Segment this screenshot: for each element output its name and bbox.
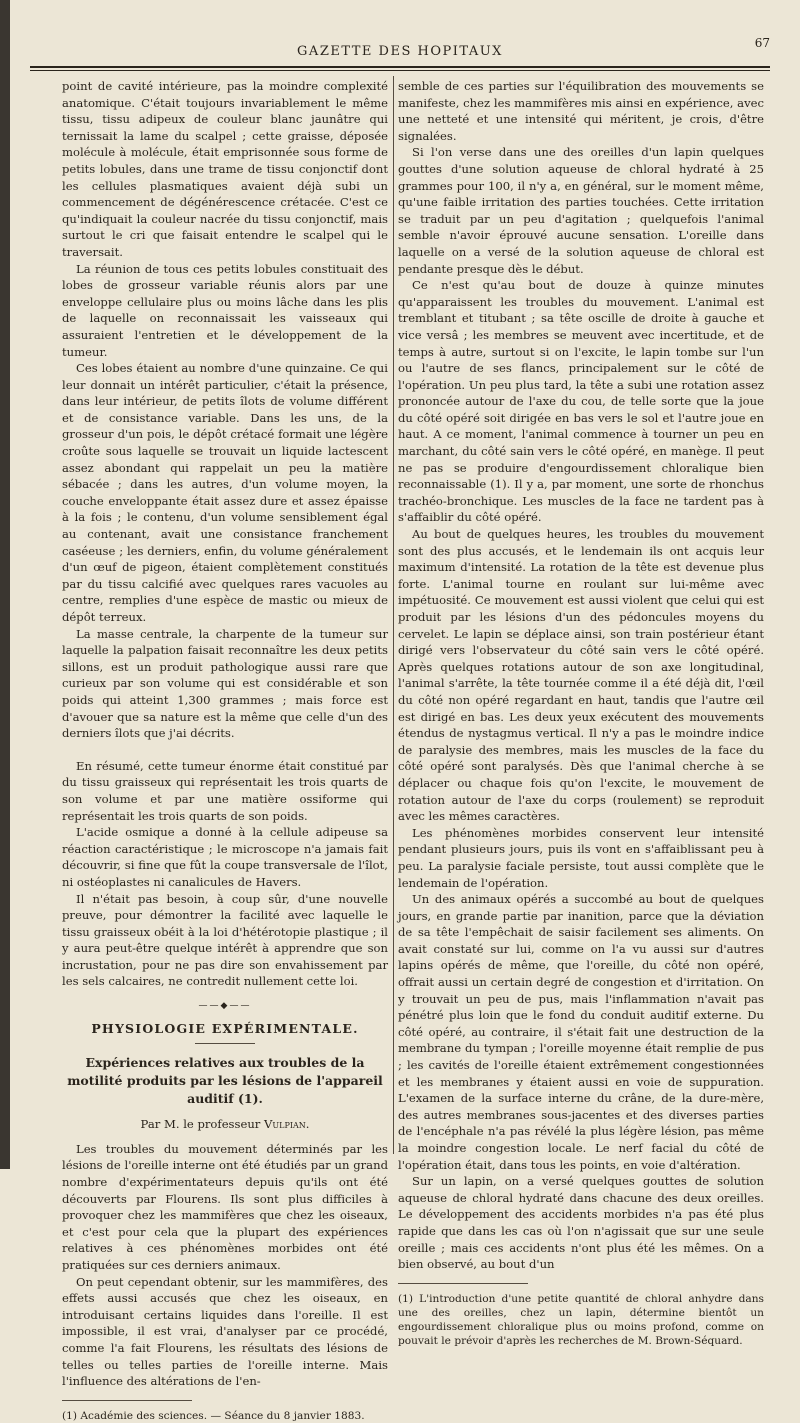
left-column xyxy=(62,78,388,1422)
paragraph: La masse centrale, la charpente de la tumeur sur laquelle la palpation faisait reconnaître les deux petits sillons, est un produit pathologique aussi rare que curieux par son volume qui est considérable et son poids qui atteint 1,300 grammes ; mais force est d'avouer que sa nature est la même que celle d'un des derniers îlots que j'ai décrits. xyxy=(62,626,388,741)
byline-prefix: Par M. le professeur xyxy=(140,1117,261,1132)
paragraph: point de cavité intérieure, pas la moindre complexité anatomique. C'était toujours invariablement le même tissu, tissu adipeux de couleur blanc jaunâtre qui ternissait la lame du scalpel ; cette graisse, déposée molécule à molécule, était emprisonnée sous forme de petits lobules, dans une trame de tissu conjonctif dont les cellules plasmatiques avaient déjà subi un commencement de dégénérescence crétacée. C'est ce qu'indiquait la couleur nacrée du tissu conjonctif, mais surtout le cri que faisait entendre le scalpel qui le traversait. xyxy=(62,79,388,259)
section-ornament: ——◆—— xyxy=(198,1001,252,1012)
paragraph: Ces lobes étaient au nombre d'une quinzaine. Ce qui leur donnait un intérêt particulier, c'était la présence, dans leur intérieur, de petits îlots de volume différent et de consistance variable. Dans les uns, de la grosseur d'un pois, le dépôt crétacé formait une légère croûte sous laquelle se trouvait un liquide lactescent assez abondant qui rappelait un peu la matière sébacée ; dans les autres, d'un volume moyen, la couche enveloppante était assez dure et assez épaisse à la fois ; le contenu, d'un volume sensiblement égal au contenant, avait une consistance franchement caséeuse ; les derniers, enfin, du volume généralement d'un œuf de pigeon, étaient complètement constitués par du tissu calcifié avec quelques rares vacuoles au centre, remplies d'une espèce de mastic ou mieux de dépôt terreux. xyxy=(62,361,388,624)
paragraph: Ce n'est qu'au bout de douze à quinze minutes qu'apparaissent les troubles du mouvement. L'animal est tremblant et titubant ; sa tête oscille de droite à gauche et vice versâ ; les membres se meuvent avec incertitude, et de temps à autre, surtout si on l'excite, le lapin tombe sur l'un ou l'autre de ses flancs, principalement sur le côté de l'opération. Un peu plus tard, la tête a subi une rotation assez prononcée autour de l'axe du cou, de telle sorte que la joue du côté opéré soit dirigée en bas vers le sol et l'autre joue en haut. A ce moment, l'animal commence à tourner un peu en marchant, du côté sain vers le côté opéré, en manège. Il peut ne pas se produire d'engourdissement chloralique bien reconnaissable (1). Il y a, par moment, une sorte de rhonchus trachéo-bronchique. Les muscles de la face ne tardent pas à s'affaiblir du côté opéré. xyxy=(398,278,764,525)
column-divider xyxy=(393,76,394,1154)
paragraph: Les troubles du mouvement déterminés par les lésions de l'oreille interne ont été étudiés par un grand nombre d'expérimentateurs depuis qu'ils ont été découverts par Flourens. Ils sont plus difficiles à provoquer chez les mammifères que chez les oiseaux, et c'est pour cela que la plupart des expériences relatives à ces phénomènes morbides ont été pratiquées sur ces derniers animaux. xyxy=(62,1141,388,1272)
header-rule xyxy=(30,66,770,68)
header-rule-thin xyxy=(30,70,770,71)
footnote-rule xyxy=(398,1283,528,1284)
paragraph: Sur un lapin, on a versé quelques gouttes de solution aqueuse de chloral hydraté dans chacune des deux oreilles. Le développement des accidents morbides n'a pas été plus rapide que dans les cas où l'on n'agissait que sur une seule oreille ; mais ces accidents n'ont plus été les mêmes. On a bien observé, au bout d'un xyxy=(398,1174,764,1272)
binding-edge xyxy=(0,0,10,1169)
page-number: 67 xyxy=(754,36,770,50)
paragraph: En résumé, cette tumeur énorme était constitué par du tissu graisseux qui représentait les trois quarts de son volume et par une matière ossiforme qui représentait les trois quarts de son poids. xyxy=(62,758,388,823)
paragraph: L'acide osmique a donné à la cellule adipeuse sa réaction caractéristique ; le microscope n'a jamais fait découvrir, si fine que fût la coupe transversale de l'îlot, ni ostéoplastes ni canalicules de Havers. xyxy=(62,825,388,889)
paragraph: Au bout de quelques heures, les troubles du mouvement sont des plus accusés, et le lendemain ils ont acquis leur maximum d'intensité. La rotation de la tête est devenue plus forte. L'animal tourne en roulant sur lui-même avec impétuosité. Ce mouvement est aussi violent que celui qui est produit par les lésions d'un des pédoncules moyens du cervelet. Le lapin se déplace ainsi, son train postérieur étant dirigé vers l'observateur du côté sain vers le côté opéré. Après quelques rotations autour de son axe longitudinal, l'animal s'arrête, la tête tournée comme il a été déjà dit, l'œil du côté non opéré regardant en haut, tandis que l'autre œil est dirigé en bas. Les deux yeux exécutent des mouvements étendus de nystagmus vertical. Il n'y a pas le moindre indice de paralysie des membres, mais les muscles de la face du côté opéré sont paralysés. Dès que l'animal cherche à se déplacer ou chaque fois qu'on l'excite, le mouvement de rotation autour de l'axe du corps (roulement) se reproduit avec les mêmes caractères. xyxy=(398,527,764,824)
paragraph: La réunion de tous ces petits lobules constituait des lobes de grosseur variable réunis alors par une enveloppe cellulaire plus ou moins lâche dans les plis de laquelle on reconnaissait les vaisseaux qui assuraient l'entretien et le développement de la tumeur. xyxy=(62,261,388,359)
right-column xyxy=(398,78,764,1347)
section-heading: PHYSIOLOGIE EXPÉRIMENTALE. xyxy=(91,1020,359,1036)
running-title: GAZETTE DES HOPITAUX xyxy=(297,44,503,59)
paragraph: Les phénomènes morbides conservent leur intensité pendant plusieurs jours, puis ils vont en s'affaiblissant peu à peu. La paralysie faciale persiste, tout aussi complète que le lendemain de l'opération. xyxy=(398,825,764,890)
paragraph: semble de ces parties sur l'équilibration des mouvements se manifeste, chez les mammifères mis ainsi en expérience, avec une netteté et une intensité qui méritent, je crois, d'être signalées. xyxy=(398,79,764,143)
author-name: Vulpian. xyxy=(264,1117,310,1132)
paragraph: Si l'on verse dans une des oreilles d'un lapin quelques gouttes d'une solution aqueuse de chloral hydraté à 25 grammes pour 100, il n'y a, en général, sur le moment même, qu'une faible irritation des parties touchées. Cette irritation se traduit par un peu d'agitation ; quelquefois l'animal semble n'avoir éprouvé aucune sensation. L'oreille dans laquelle on a versé de la solution aqueuse de chloral est pendante presque dès le début. xyxy=(398,145,764,276)
paragraph: Il n'était pas besoin, à coup sûr, d'une nouvelle preuve, pour démontrer la facilité avec laquelle le tissu graisseux obéit à la loi d'hétérotopie plastique ; il y aura peut-être quelque intérêt à apprendre que son incrustation, pour ne pas dire son envahissement par les sels calcaires, ne contredit nullement cette loi. xyxy=(62,891,388,989)
paragraph: On peut cependant obtenir, sur les mammifères, des effets aussi accusés que chez les oiseaux, en introduisant certains liquides dans l'oreille. Il est impossible, il est vrai, d'analyser par ce procédé, comme l'a fait Flourens, les résultats des lésions de telles ou telles parties de l'oreille interne. Mais l'influence des altérations de l'en- xyxy=(62,1274,388,1389)
footnote: (1) L'introduction d'une petite quantité de chloral anhydre dans une des oreilles, chez un lapin, détermine bientôt un engourdissement chloralique plus ou moins profond, comme on pouvait le prévoir d'après les recherches de M. Brown-Séquard. xyxy=(398,1292,764,1347)
article-title: Expériences relatives aux troubles de la motilité produits par les lésions de l'appareil auditif (1). xyxy=(67,1055,383,1107)
footnote-rule xyxy=(62,1400,192,1401)
heading-rule xyxy=(195,1043,255,1044)
byline xyxy=(62,1116,388,1133)
paragraph: Un des animaux opérés a succombé au bout de quelques jours, en grande partie par inanition, parce que la déviation de sa tête l'empêchait de saisir facilement ses aliments. On avait constaté sur lui, comme on l'a vu aussi sur d'autres lapins opérés de même, que l'oreille, du côté non opéré, offrait aussi un certain degré de congestion et d'irritation. On y trouvait un peu de pus, mais l'inflammation n'avait pas pénétré plus loin que le fond du conduit auditif externe. Du côté opéré, au contraire, il s'était fait une destruction de la membrane du tympan ; l'oreille moyenne était remplie de pus ; les cavités de l'oreille étaient extrêmement congestionnées et les membranes y étaient aussi en voie de suppuration. L'examen de la surface interne du crâne, de la dure-mère, des autres membranes sous-jacentes et des diverses parties de l'encéphale n'a pas révélé la plus légère lésion, pas même la moindre congestion locale. Le nerf facial du côté de l'opération était, dans tous les points, en voie d'altération. xyxy=(398,892,764,1172)
page-header xyxy=(30,36,770,66)
footnote: (1) Académie des sciences. — Séance du 8 janvier 1883. xyxy=(62,1409,365,1422)
